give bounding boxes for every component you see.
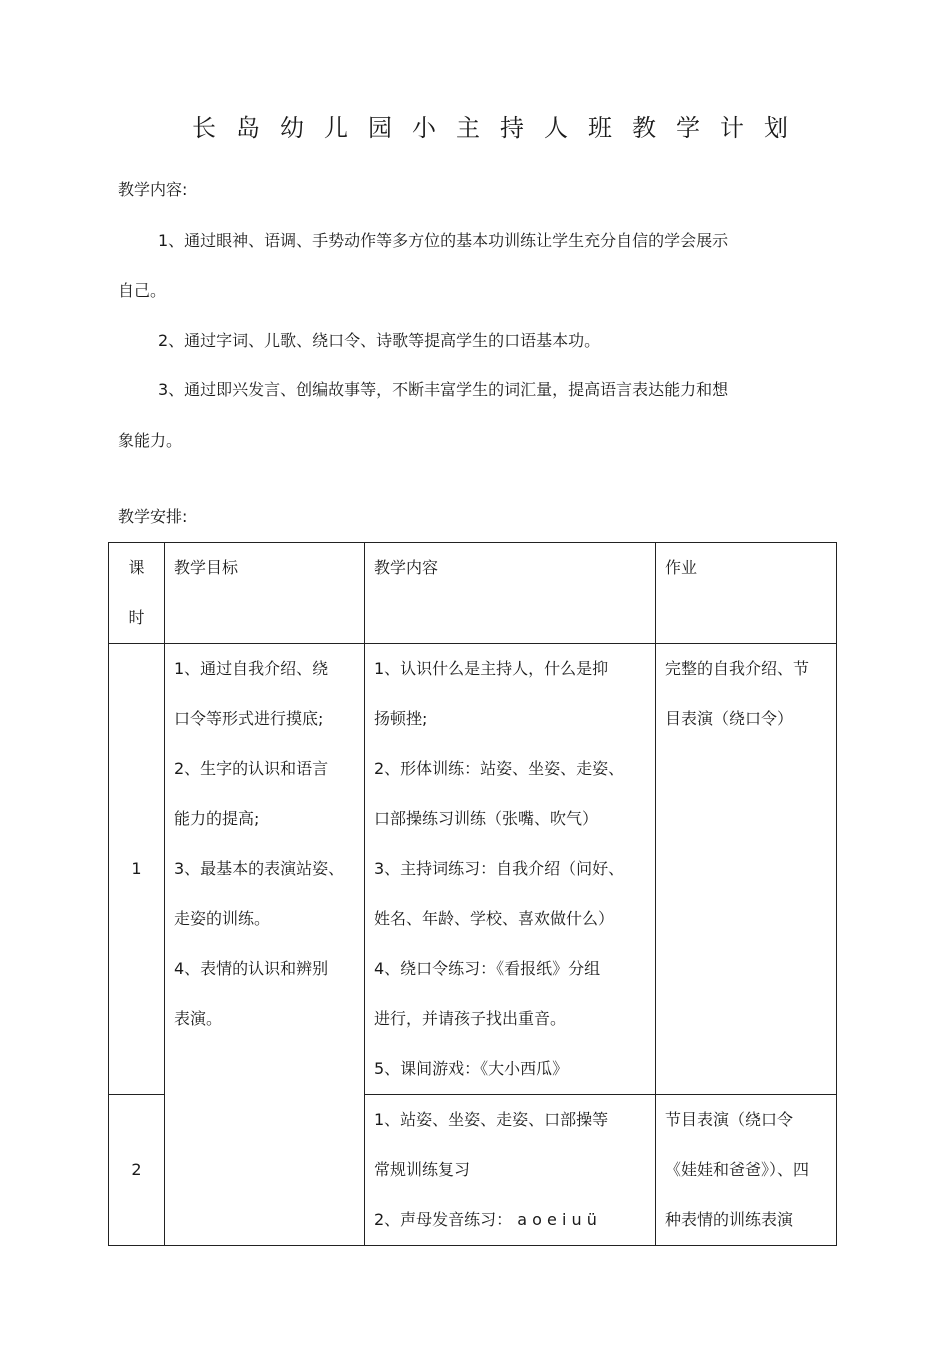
goal-cell [165,644,365,1246]
homework-line: 节目表演（绕口令 [665,1110,794,1129]
goal-line: 1、通过自我介绍、绕 [174,659,329,678]
section-label-content: 教学内容: [118,180,188,199]
goal-line: 走姿的训练。 [174,909,271,928]
homework-cell [656,1095,837,1246]
header-lesson-char-1: 课 [128,558,145,577]
goal-line: 口令等形式进行摸底; [174,709,324,728]
header-lesson-char-2: 时 [128,608,145,627]
content-line: 1、站姿、坐姿、走姿、口部操等 [374,1110,609,1129]
table-header-row [109,543,837,644]
header-homework: 作业 [656,543,837,644]
homework-line: 《娃娃和爸爸》）、四 [665,1160,810,1179]
content-line: 姓名、年龄、学校、喜欢做什么） [374,909,615,928]
content-line: 5、课间游戏：《大小西瓜》 [374,1059,569,1078]
goal-line: 2、生字的认识和语言 [174,759,329,778]
section-label-arrangement: 教学安排: [118,507,188,526]
lesson-number: 1 [109,644,165,1095]
page-title: 长岛幼儿园小主持人班教学计划 [192,114,808,142]
content-line: 1、认识什么是主持人，什么是抑 [374,659,609,678]
content-item-1-line-1: 1、通过眼神、语调、手势动作等多方位的基本功训练让学生充分自信的学会展示 [158,231,729,250]
content-line: 2、声母发音练习： a o e i u ü [374,1210,597,1229]
content-line: 3、主持词练习：自我介绍（问好、 [374,859,625,878]
content-item-3-line-2: 象能力。 [118,431,183,450]
content-line: 4、绕口令练习：《看报纸》分组 [374,959,601,978]
homework-line: 目表演（绕口令） [665,709,794,728]
homework-cell [656,644,837,1095]
header-content: 教学内容 [365,543,656,644]
content-item-1-line-2: 自己。 [118,281,167,300]
homework-line: 种表情的训练表演 [665,1210,794,1229]
content-line: 口部操练习训练（张嘴、吹气） [374,809,599,828]
header-lesson [109,543,165,644]
content-line: 进行，并请孩子找出重音。 [374,1009,567,1028]
goal-line: 4、表情的认识和辨别 [174,959,329,978]
content-cell [365,1095,656,1246]
goal-line: 3、最基本的表演站姿、 [174,859,345,878]
goal-line: 能力的提高; [174,809,260,828]
lesson-number: 2 [109,1095,165,1246]
header-goal: 教学目标 [165,543,365,644]
content-cell [365,644,656,1095]
content-item-2: 2、通过字词、儿歌、绕口令、诗歌等提高学生的口语基本功。 [158,331,601,350]
content-line: 扬顿挫; [374,709,428,728]
homework-line: 完整的自我介绍、节 [665,659,810,678]
content-line: 2、形体训练：站姿、坐姿、走姿、 [374,759,625,778]
goal-line: 表演。 [174,1009,223,1028]
content-line: 常规训练复习 [374,1160,471,1179]
teaching-schedule-table [108,542,837,1246]
table-row [109,644,837,1095]
content-item-3-line-1: 3、通过即兴发言、创编故事等，不断丰富学生的词汇量，提高语言表达能力和想 [158,380,729,399]
